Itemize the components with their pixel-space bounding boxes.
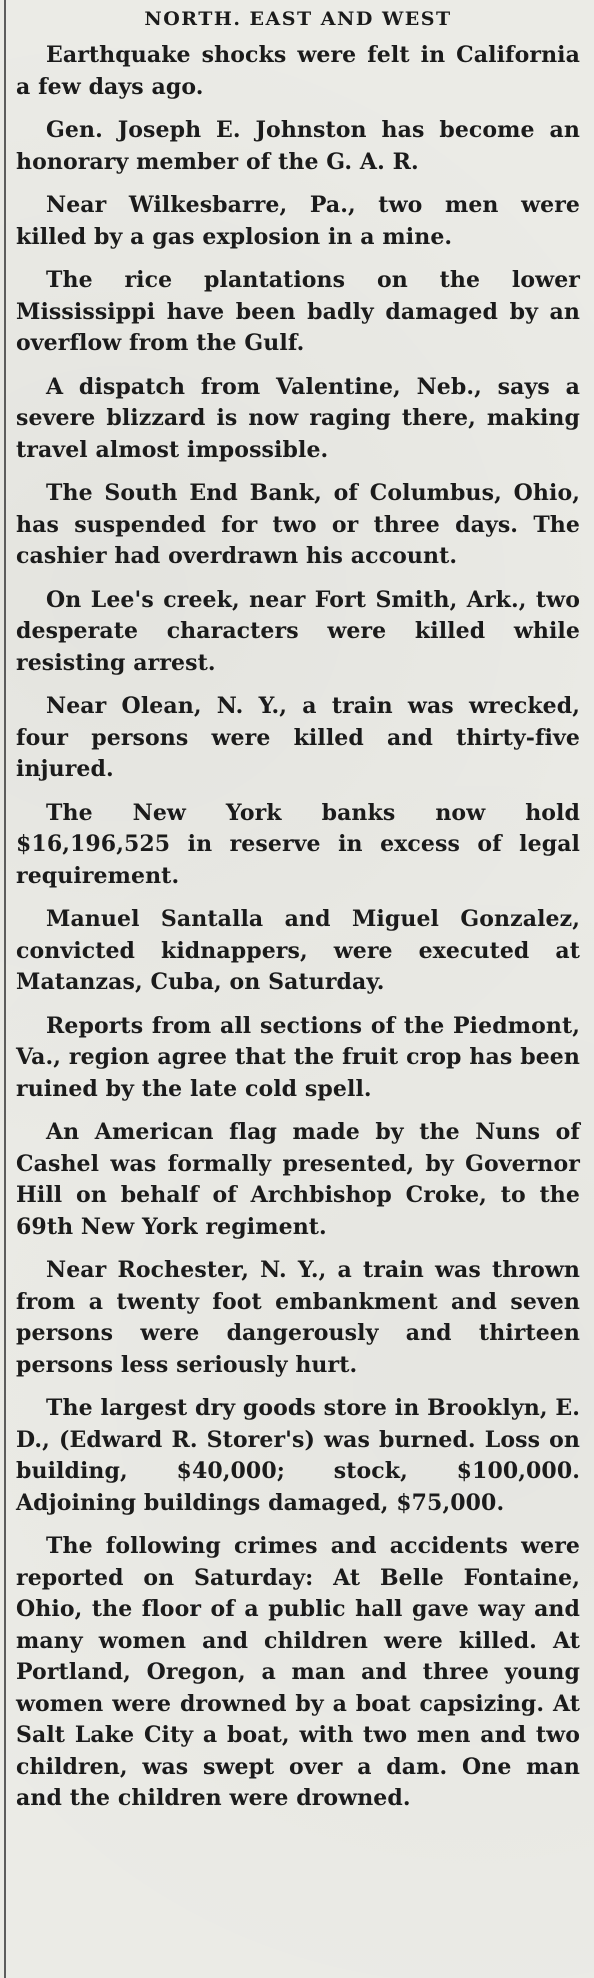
news-item-8: Near Olean, N. Y., a train was wrecked, four persons were killed and thirty-five injured. [16, 693, 580, 782]
news-item-11: Reports from all sections of the Piedmont, Va., region agree that the fruit crop has been ruined by the late cold spell. [16, 1012, 580, 1102]
news-item-9: The New York banks now hold $16,196,525 in reserve in excess of legal requirement. [16, 799, 580, 889]
news-item-3: Near Wilkesbarre, Pa., two men were killed by a gas explosion in a mine. [16, 192, 580, 250]
news-item-7: On Lee's creek, near Fort Smith, Ark., two desperate characters were killed while resisting arrest. [16, 586, 580, 676]
news-item-15: The following crimes and accidents were reported on Saturday: At Belle Fontaine, Ohio, the floor of a public hall gave way and many women and children were killed. At Portland, Oregon, a man and three young women were drowned by a boat capsizing. At Salt Lake City a boat, with two men and two children, was swept over a dam. One man and the children were drowned. [16, 1533, 580, 1811]
news-item-4: The rice plantations on the lower Mississippi have been badly damaged by an overflow from the Gulf. [16, 267, 580, 356]
section-headline: NORTH. EAST AND WEST [144, 8, 452, 30]
news-item-14: The largest dry goods store in Brooklyn, E. D., (Edward R. Storer's) was burned. Loss on building, $40,000; stock, $100,000. Adjoining buildings damaged, $75,000. [16, 1395, 580, 1516]
news-item-6: The South End Bank, of Columbus, Ohio, has suspended for two or three days. The cashier had overdrawn his account. [16, 480, 580, 569]
news-item-13: Near Rochester, N. Y., a train was thrown from a twenty foot embankment and seven persons were dangerously and thirteen persons less seriously hurt. [16, 1257, 580, 1378]
news-item-2: Gen. Joseph E. Johnston has become an honorary member of the G. A. R. [16, 117, 580, 175]
news-item-10: Manuel Santalla and Miguel Gonzalez, convicted kidnappers, were executed at Matanzas, Cuba, on Saturday. [16, 906, 580, 995]
column-rule [4, 0, 6, 1978]
news-item-5: A dispatch from Valentine, Neb., says a severe blizzard is now raging there, making travel almost impossible. [16, 373, 580, 463]
news-item-12: An American flag made by the Nuns of Cashel was formally presented, by Governor Hill on behalf of Archbishop Croke, to the 69th New York regiment. [16, 1119, 580, 1240]
news-item-1: Earthquake shocks were felt in California a few days ago. [16, 42, 580, 100]
